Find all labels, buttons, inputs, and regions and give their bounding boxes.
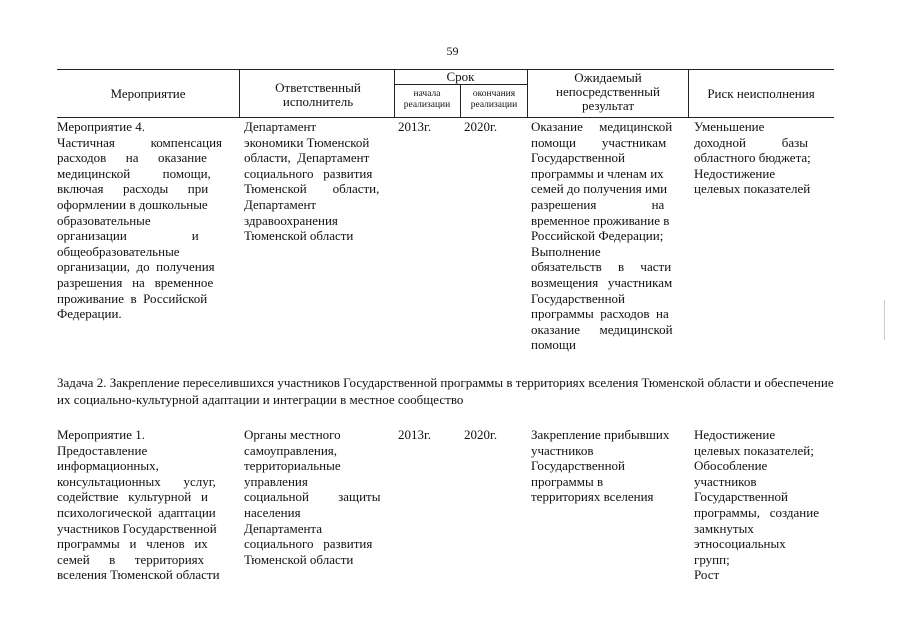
row1-risk: Уменьшение доходной базы областного бюджета; Недостижение целевых показателей (694, 119, 811, 197)
column-divider-1 (239, 69, 240, 117)
row1-measure: Мероприятие 4. Частичная компенсация расходов на оказание медицинской помощи, включая расходы при оформлении в дошкольные образовательные организации и общеобразовательные организации, до получения разрешения на временное проживание в Российской Федерации. (57, 119, 223, 322)
row1-end: 2020г. (464, 119, 498, 134)
header-term: Срок (446, 69, 475, 84)
column-divider-3 (527, 69, 528, 117)
row2-responsible: Органы местного самоуправления, территориальные управления социальной защиты населения Департамента социального развития Тюменской области (244, 427, 381, 567)
row2-measure: Мероприятие 1. Предоставление информационных, консультационных услуг, содействие культурной и психологической адаптации участников Государственной программы и членов их семей в территориях вселения Тюменской области (57, 427, 220, 583)
header-risk: Риск неисполнения (707, 86, 815, 101)
row2-start: 2013г. (398, 427, 432, 442)
page-number: 59 (446, 44, 459, 58)
scan-mark (884, 300, 885, 340)
header-expected-result: Ожидаемый непосредственный результат (556, 70, 660, 113)
row2-risk: Недостижение целевых показателей; Обособление участников Государственной программы, создание замкнутых этносоциальных групп; Рост (694, 427, 819, 583)
row1-responsible: Департамент экономики Тюменской области, Департамент социального развития Тюменской области, Департамент здравоохранения Тюменской области (244, 119, 380, 244)
header-bottom-border (57, 117, 834, 118)
header-term-start: начала реализации (403, 89, 451, 110)
header-responsible: Ответственный исполнитель (275, 80, 361, 109)
header-term-end: окончания реализации (470, 89, 518, 110)
row2-end: 2020г. (464, 427, 498, 442)
row2-result: Закрепление прибывших участников Государственной программы в территориях вселения (531, 427, 670, 505)
header-measure: Мероприятие (110, 86, 186, 101)
task-heading: Задача 2. Закрепление переселившихся участников Государственной программы в территориях вселения Тюменской области и обеспечение их социально-культурной адаптации и интеграции в местное сообщество (57, 375, 834, 407)
row1-start: 2013г. (398, 119, 432, 134)
column-divider-term-split (460, 84, 461, 117)
row1-result: Оказание медицинской помощи участникам Государственной программы и членам их семей до получения ими разрешения на временное проживание в Российской Федерации; Выполнение обязательств в части возмещения участникам Государственной программы расходов на оказание медицинской помощи (531, 119, 673, 353)
